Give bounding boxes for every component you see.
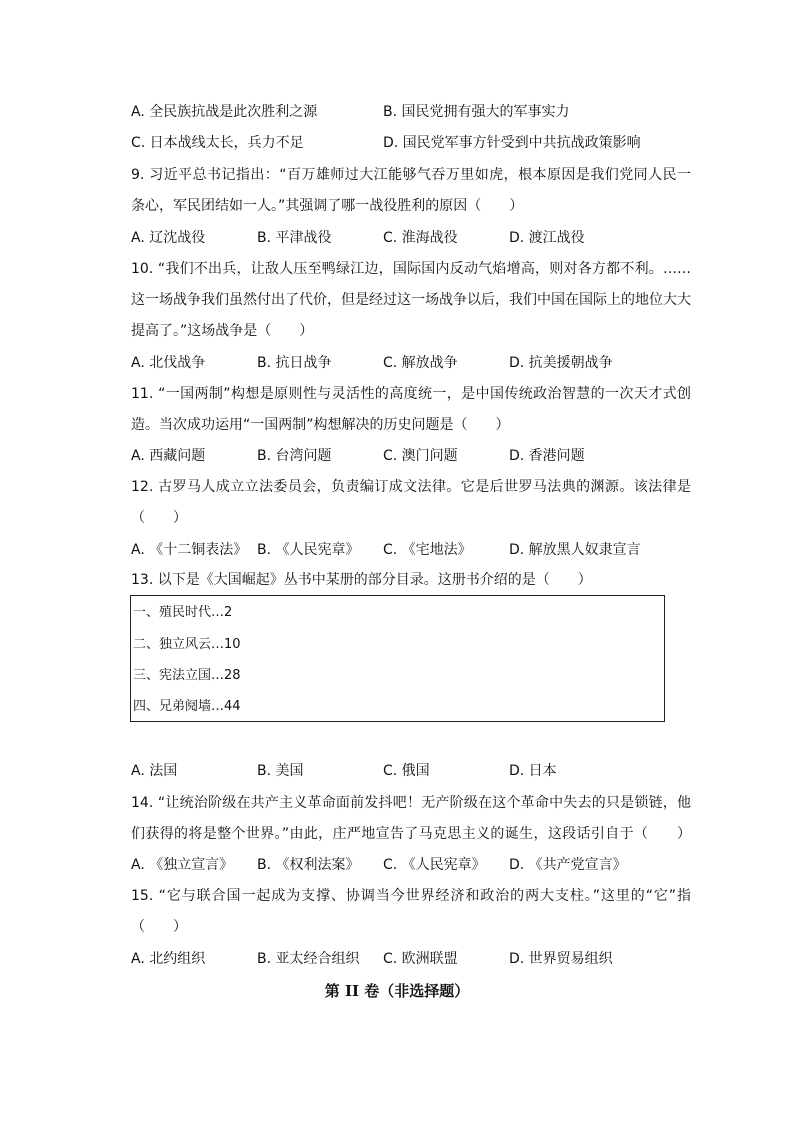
q15-stem-line2: （ ） [131, 919, 187, 935]
q9-option-d: D. 渡江战役 [509, 230, 585, 246]
q10-option-a: A. 北伐战争 [131, 355, 206, 371]
q9-option-c: C. 淮海战役 [383, 230, 458, 246]
q8-options-row1 [131, 102, 691, 122]
q9-option-b: B. 平津战役 [257, 230, 332, 246]
q14-option-c: C. 《人民宪章》 [383, 857, 486, 873]
q11-option-b: B. 台湾问题 [257, 448, 332, 464]
q10-option-c: C. 解放战争 [383, 355, 458, 371]
toc-entry-3: 三、宪法立国…28 [133, 668, 241, 683]
q13-options [131, 761, 691, 781]
q14-options [131, 855, 691, 875]
q11-option-c: C. 澳门问题 [383, 448, 458, 464]
q10-options [131, 353, 691, 373]
q11-option-a: A. 西藏问题 [131, 448, 206, 464]
q12-option-c: C. 《宅地法》 [383, 542, 472, 558]
q13-option-b: B. 美国 [257, 763, 304, 779]
q13-stem-line1: 13. 以下是《大国崛起》丛书中某册的部分目录。这册书介绍的是（ ） [131, 572, 592, 588]
q15-stem-line1: 15. “它与联合国一起成为支撑、协调当今世界经济和政治的两大支柱。”这里的“它”指 [131, 888, 691, 904]
q14-option-d: D. 《共产党宣言》 [509, 857, 627, 873]
q8-options-row2 [131, 133, 691, 153]
q12-option-a: A. 《十二铜表法》 [131, 542, 248, 558]
toc-entry-1: 一、殖民时代…2 [133, 605, 233, 620]
q13-option-d: D. 日本 [509, 763, 557, 779]
q15-option-d: D. 世界贸易组织 [509, 951, 613, 967]
toc-entry-2: 二、独立风云…10 [133, 637, 241, 652]
q13-option-a: A. 法国 [131, 763, 178, 779]
q14-stem-line2: 们获得的将是整个世界。”由此，庄严地宣告了马克思主义的诞生，这段话引自于（ ） [131, 826, 691, 842]
q10-stem-line2: 这一场战争我们虽然付出了代价，但是经过这一场战争以后，我们中国在国际上的地位大大 [131, 292, 691, 308]
toc-entry-4: 四、兄弟阋墙…44 [133, 699, 241, 714]
q11-stem-line1: 11. “一国两制”构想是原则性与灵活性的高度统一，是中国传统政治智慧的一次天才式创 [131, 386, 691, 402]
q12-option-d: D. 解放黑人奴隶宣言 [509, 542, 641, 558]
section-title: 第 II 卷（非选择题） [324, 982, 470, 1000]
q15-option-b: B. 亚太经合组织 [257, 951, 360, 967]
q12-stem-line1: 12. 古罗马人成立立法委员会，负责编订成文法律。它是后世罗马法典的渊源。该法律是 [131, 479, 691, 495]
q9-stem-line2: 条心，军民团结如一人。”其强调了哪一战役胜利的原因（ ） [131, 198, 524, 214]
q12-options [131, 540, 691, 560]
q9-option-a: A. 辽沈战役 [131, 230, 206, 246]
q12-stem-line2: （ ） [131, 510, 187, 526]
q9-stem-line1: 9. 习近平总书记指出：“百万雄师过大江能够气吞万里如虎，根本原因是我们党同人民一 [131, 167, 691, 183]
q10-option-d: D. 抗美援朝战争 [509, 355, 613, 371]
q8-option-c: C. 日本战线太长，兵力不足 [131, 135, 304, 151]
q11-stem-line2: 造。当次成功运用“一国两制”构想解决的历史问题是（ ） [131, 417, 510, 433]
q8-option-d: D. 国民党军事方针受到中共抗战政策影响 [383, 135, 641, 151]
q14-option-b: B. 《权利法案》 [257, 857, 360, 873]
q10-stem-line3: 提高了。”这场战争是（ ） [131, 323, 314, 339]
q11-option-d: D. 香港问题 [509, 448, 585, 464]
q9-options [131, 228, 691, 248]
q14-stem-line1: 14. “让统治阶级在共产主义革命面前发抖吧！无产阶级在这个革命中失去的只是锁链，他 [131, 795, 691, 811]
q15-option-a: A. 北约组织 [131, 951, 206, 967]
q15-option-c: C. 欧洲联盟 [383, 951, 458, 967]
q13-table-of-contents [130, 595, 665, 722]
q10-option-b: B. 抗日战争 [257, 355, 332, 371]
q8-option-a: A. 全民族抗战是此次胜利之源 [131, 104, 318, 120]
q8-option-b: B. 国民党拥有强大的军事实力 [383, 104, 570, 120]
q12-option-b: B. 《人民宪章》 [257, 542, 360, 558]
q10-stem-line1: 10. “我们不出兵，让敌人压至鸭绿江边，国际国内反动气焰增高，则对各方都不利。…… [131, 261, 691, 277]
q13-option-c: C. 俄国 [383, 763, 430, 779]
q11-options [131, 446, 691, 466]
q15-options [131, 949, 691, 969]
q14-option-a: A. 《独立宣言》 [131, 857, 234, 873]
